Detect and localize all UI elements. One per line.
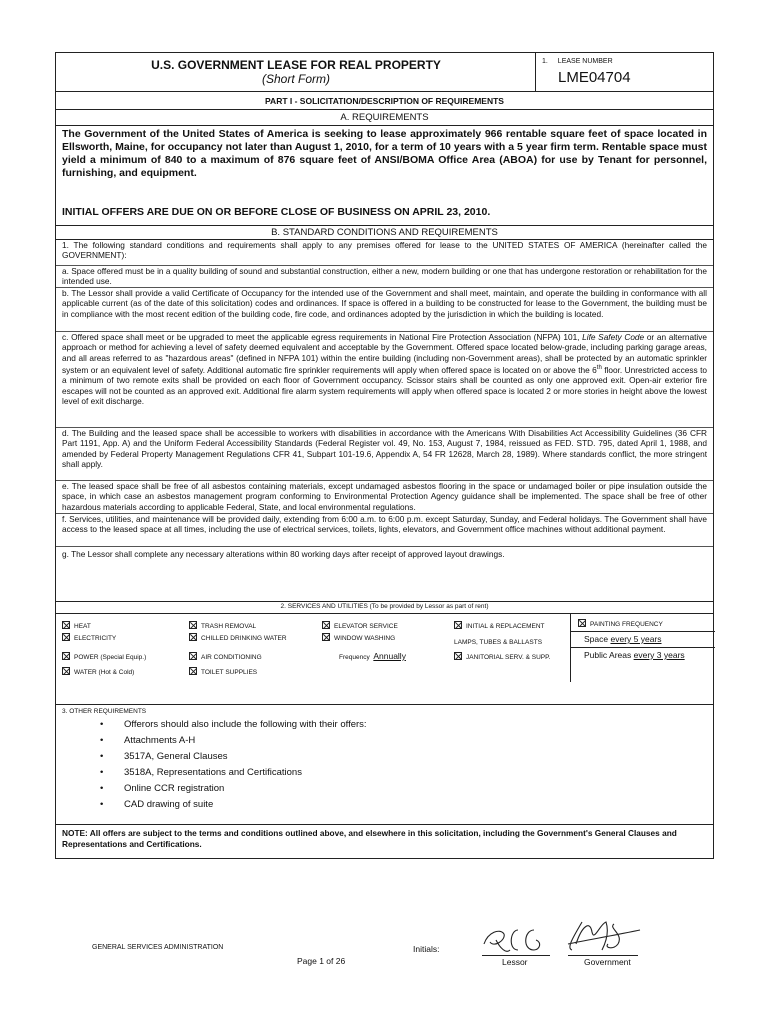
- page-number: Page 1 of 26: [297, 956, 346, 966]
- list-item: • Offerors should also include the following with their offers:: [100, 717, 367, 733]
- section-b-body: [56, 239, 713, 595]
- service-air-conditioning[interactable]: [189, 652, 262, 662]
- service-initial-label: INITIAL & REPLACEMENT: [466, 623, 545, 630]
- other-requirements-list: [100, 717, 367, 813]
- initials-label: Initials:: [413, 944, 440, 954]
- condition-e: e. The leased space shall be free of all asbestos containing materials, except undamaged asbestos flooring in the space or undamaged boiler or pipe insulation outside the space, in which case an asbestos management program conforming to Environmental Protection Agency guidance shall be implemented. The space shall be free of other hazardous materials according to applicable Federal, State, and local environmental regulations.: [56, 481, 713, 514]
- services-grid: [56, 613, 713, 705]
- service-initial-replacement[interactable]: [454, 621, 545, 631]
- checked-box-icon: [322, 633, 330, 641]
- lessor-signature-line: [482, 955, 550, 956]
- government-label: Government: [584, 957, 631, 967]
- service-janitorial[interactable]: [454, 652, 550, 662]
- frequency-value: Annually: [373, 651, 406, 661]
- lessor-label: Lessor: [502, 957, 528, 967]
- painting-separator: [570, 631, 715, 632]
- lease-number-label: LEASE NUMBER: [557, 58, 613, 65]
- service-painting-frequency[interactable]: [578, 619, 663, 629]
- services-heading: 2. SERVICES AND UTILITIES (To be provided by Lessor as part of rent): [56, 601, 713, 613]
- condition-c-part1: c. Offered space shall meet or be upgraded to meet the applicable egress requirements in National Fire Protection Association (NFPA) 101,: [62, 332, 583, 342]
- painting-space-label: Space: [584, 634, 609, 644]
- checked-box-icon: [189, 633, 197, 641]
- service-aircon-label: AIR CONDITIONING: [201, 654, 262, 661]
- checked-box-icon: [189, 652, 197, 660]
- checked-box-icon: [322, 621, 330, 629]
- service-elevator-label: ELEVATOR SERVICE: [334, 623, 398, 630]
- checked-box-icon: [454, 621, 462, 629]
- service-heat[interactable]: [62, 621, 91, 631]
- service-electricity[interactable]: [62, 633, 116, 643]
- service-janitorial-label: JANITORIAL SERV. & SUPP.: [466, 654, 551, 661]
- government-signature-line: [568, 955, 638, 956]
- part1-title: PART I - SOLICITATION/DESCRIPTION OF REQUIREMENTS: [56, 91, 713, 109]
- painting-separator: [570, 647, 715, 648]
- condition-c-superscript: th: [596, 365, 602, 372]
- other-requirements-heading: 3. OTHER REQUIREMENTS: [62, 708, 147, 715]
- list-item: • Online CCR registration: [100, 781, 367, 797]
- checked-box-icon: [62, 652, 70, 660]
- service-trash-label: TRASH REMOVAL: [201, 623, 257, 630]
- window-washing-frequency: [339, 652, 406, 662]
- service-power[interactable]: [62, 652, 146, 662]
- list-item: • Attachments A-H: [100, 733, 367, 749]
- lease-number-index: 1.: [542, 58, 548, 65]
- condition-b: b. The Lessor shall provide a valid Certificate of Occupancy for the intended use of the Government and shall meet, maintain, and operate the building in conformance with all applicable current (as of the date of this solicitation) codes and ordinances. If space is offered in a building to be constructed for lease to the Government, the building must be in compliance with the most recent edition of the building code, fire code, and ordinances adopted by the jurisdiction in which the building is located.: [56, 288, 713, 332]
- service-heat-label: HEAT: [74, 623, 91, 630]
- checked-box-icon: [62, 633, 70, 641]
- lessor-initials-signature: [478, 920, 553, 958]
- service-elevator[interactable]: [322, 621, 398, 631]
- service-chilled-water[interactable]: [189, 633, 287, 643]
- condition-c-emphasis: Life Safety Code: [582, 332, 645, 342]
- section-a-heading: A. REQUIREMENTS: [56, 109, 713, 125]
- service-trash[interactable]: [189, 621, 256, 631]
- painting-public: [584, 650, 685, 661]
- offers-due-text: INITIAL OFFERS ARE DUE ON OR BEFORE CLOSE OF BUSINESS ON APRIL 23, 2010.: [62, 206, 491, 218]
- form-title: U.S. GOVERNMENT LEASE FOR REAL PROPERTY: [151, 58, 441, 72]
- service-chilled-label: CHILLED DRINKING WATER: [201, 635, 287, 642]
- checked-box-icon: [454, 652, 462, 660]
- painting-public-value: every 3 years: [633, 650, 685, 660]
- checked-box-icon: [62, 667, 70, 675]
- section-a-body: [56, 125, 713, 225]
- checked-box-icon: [189, 621, 197, 629]
- government-initials-signature: [562, 914, 647, 958]
- lease-number-box: [535, 53, 715, 91]
- note-text: NOTE: All offers are subject to the terms and conditions outlined above, and elsewhere in this solicitation, including the Government's General Clauses and Representations and Certifications.: [62, 828, 677, 849]
- list-item: • 3517A, General Clauses: [100, 749, 367, 765]
- lease-number-value: LME04704: [558, 69, 631, 86]
- service-toilet-supplies[interactable]: [189, 667, 257, 677]
- service-lamps-label: LAMPS, TUBES & BALLASTS: [454, 639, 543, 646]
- condition-c-part2: or an alternative approach or method for achieving a level of safety deemed equivalent and acceptable by the Government. Offered space located below-grade, including parking garage areas, and all areas referred to as "hazardous areas" (defined in NFPA 101) within the entire building (including non-Government areas), shall be protected by an automatic sprinkler system or an equivalent level of safety. Additional automatic fire sprinkler requirements will apply when offered space is located on or above the 6: [62, 332, 707, 375]
- service-toilet-label: TOILET SUPPLIES: [201, 669, 258, 676]
- condition-d: d. The Building and the leased space shall be accessible to workers with disabilities in accordance with the Americans With Disabilities Act Accessibility Guidelines (36 CFR Part 1191, App. A) and the Uniform Federal Accessibility Standards (Federal Register vol. 49, No. 153, August 7, 1984, reissued as FED. STD. 795, dated April 1, 1988, and amended by Federal Property Management Regulations CFR 41, Subpart 101-19.6, Appendix A, 54 FR 12628, March 28, 1989). Where standards conflict, the more stringent shall apply.: [56, 428, 713, 481]
- list-item: • 3518A, Representations and Certifications: [100, 765, 367, 781]
- painting-frequency-label: PAINTING FREQUENCY: [590, 621, 663, 628]
- service-electricity-label: ELECTRICITY: [74, 635, 117, 642]
- form-header: [56, 53, 713, 91]
- service-water[interactable]: [62, 667, 134, 677]
- lease-form: [55, 52, 714, 859]
- condition-1: 1. The following standard conditions and requirements shall apply to any premises offered for lease to the UNITED STATES OF AMERICA (hereinafter called the GOVERNMENT):: [56, 240, 713, 266]
- form-subtitle: (Short Form): [261, 72, 330, 86]
- other-requirements: [56, 705, 713, 825]
- condition-c-part3: floor. Unrestricted access to a minimum of two remote exits shall be provided on each floor of Government occupancy. Scissor stairs shall be counted as only one approved exit. Open-air exterior fire escapes will not be counted as an approved exit. Additional fire alarm system requirements will apply when offered space is located 2 or more stories in height above the lowest level of exit discharge.: [62, 364, 707, 407]
- condition-g: g. The Lessor shall complete any necessary alterations within 80 working days after receipt of approved layout drawings.: [62, 549, 505, 559]
- checked-box-icon: [578, 619, 586, 627]
- service-water-label: WATER (Hot & Cold): [74, 669, 135, 676]
- condition-a: a. Space offered must be in a quality building of sound and substantial construction, either a new, modern building or one that has undergone restoration or rehabilitation for the intended use.: [56, 266, 713, 288]
- checked-box-icon: [62, 621, 70, 629]
- list-item: • CAD drawing of suite: [100, 797, 367, 813]
- service-window-label: WINDOW WASHING: [334, 635, 396, 642]
- service-power-label: POWER (Special Equip.): [74, 654, 147, 661]
- painting-divider: [570, 614, 571, 682]
- requirements-text: The Government of the United States of America is seeking to lease approximately 966 rentable square feet of space located in Ellsworth, Maine, for occupancy not later than August 1, 2010, for a term of 10 years with a 5 year firm term. Rentable space must yield a minimum of 840 to a maximum of 876 square feet of ANSI/BOMA Office Area (ABOA) for use by Tenant for personnel, furnishing, and equipment.: [62, 128, 707, 179]
- form-title-block: [56, 58, 536, 86]
- agency-name: GENERAL SERVICES ADMINISTRATION: [92, 944, 224, 951]
- checked-box-icon: [189, 667, 197, 675]
- frequency-label: Frequency: [339, 654, 370, 661]
- section-b-heading: B. STANDARD CONDITIONS AND REQUIREMENTS: [56, 225, 713, 239]
- painting-public-label: Public Areas: [584, 650, 632, 660]
- condition-f: f. Services, utilities, and maintenance will be provided daily, extending from 6:00 a.m. to 6:00 p.m. except Saturday, Sunday, and Federal holidays. The Government shall have access to the leased space at all times, including the use of electrical services, toilets, lights, elevators, and Government office machines without additional payment.: [56, 514, 713, 547]
- painting-space: [584, 634, 662, 645]
- painting-space-value: every 5 years: [610, 634, 662, 644]
- service-window-washing[interactable]: [322, 633, 395, 643]
- condition-c: [56, 332, 713, 428]
- lease-number-label-line: [542, 58, 613, 65]
